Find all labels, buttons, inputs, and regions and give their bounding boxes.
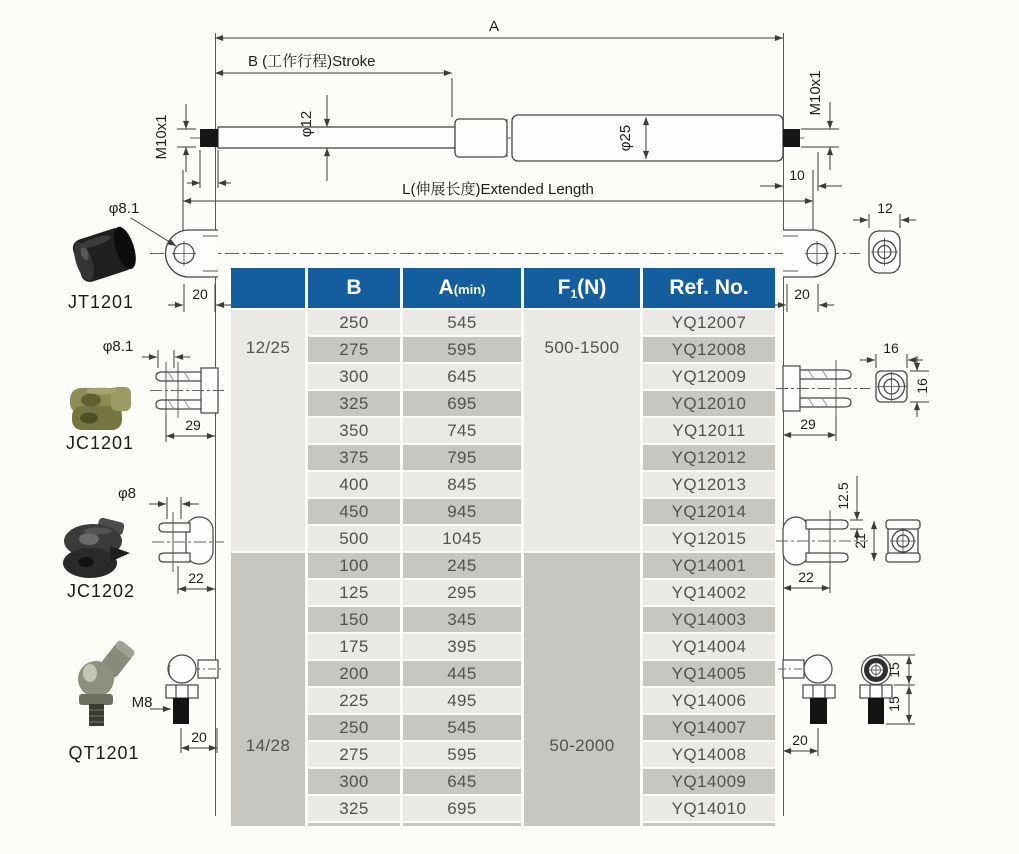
ref-cell [643,715,775,740]
cell-text: 300 [339,366,369,386]
jc1201-drawing-right [776,360,870,417]
qt1201-length-right-label: 20 [792,732,808,748]
jc1202-arm-thickness-label: 12.5 [835,482,851,510]
value-cell [308,607,400,632]
cell-text: 695 [447,798,477,818]
spec-row [231,715,775,740]
value-cell [308,391,400,416]
group-label-cell [231,310,305,551]
qt1201-thread-label: M8 [131,694,153,711]
value-cell [403,526,521,551]
cell-text: 150 [339,609,369,629]
value-cell [308,364,400,389]
value-cell [308,742,400,767]
eyelet-left-width-label: 20 [192,286,208,302]
qt1201-drawing-left [166,655,222,724]
cell-text: YQ14005 [671,663,747,683]
cell-text: 595 [447,744,477,764]
value-cell [403,580,521,605]
spec-row [231,418,775,443]
cell-text: 325 [339,393,369,413]
cell-text: YQ14004 [671,636,747,656]
spec-row [231,796,775,821]
header-cell-blank [231,268,305,308]
header-cell-f1n [524,268,640,308]
cell-text: YQ14003 [671,609,747,629]
qt1201-height-upper-label: 15 [886,662,902,678]
eyelet-right-width-label: 20 [794,286,810,302]
cell-text: 495 [447,690,477,710]
tube-dia-label: φ25 [617,124,634,152]
ref-cell [643,391,775,416]
spec-row [231,337,775,362]
cell-text: YQ12014 [671,501,747,521]
spec-table-body [231,310,775,826]
qt1201-height-lower-label: 15 [886,696,902,712]
cell-text: 595 [447,339,477,359]
force-range-cell [524,310,640,551]
ref-cell [643,580,775,605]
ref-cell [643,634,775,659]
header-cell-a-min [403,268,521,308]
value-cell [403,553,521,578]
spec-table [228,266,778,826]
cell-text: 500 [339,528,369,548]
dim-qt1201-length-left [181,728,217,753]
value-cell [403,634,521,659]
spec-row [231,499,775,524]
value-cell [308,823,400,826]
dim-qt1201-thread [132,694,171,711]
dim-jc1201-height [910,356,930,417]
value-cell [308,580,400,605]
value-cell [403,337,521,362]
dim-stroke [215,53,452,117]
cell-text: YQ14001 [671,555,747,575]
ref-cell [643,688,775,713]
jc1202-nut-front-view [886,520,920,562]
jc1201-length-right-label: 29 [800,416,816,432]
jt1201-hole-label: φ8.1 [108,200,140,217]
dim-overall-length [215,18,783,38]
gas-spring-drawing [190,115,808,161]
value-cell [308,445,400,470]
spec-row [231,310,775,335]
cell-text: 795 [447,447,477,467]
value-cell [308,688,400,713]
value-cell [403,742,521,767]
thread-end-left [200,129,218,147]
cell-text: 250 [339,717,369,737]
ref-cell [643,337,775,362]
cell-text: 745 [447,420,477,440]
cell-text: 14/28 [245,736,291,755]
jc1202-drawing-left [152,512,224,572]
value-cell [403,310,521,335]
jc1201-length-left-label: 29 [185,417,201,433]
value-cell [308,769,400,794]
cell-text: 395 [447,636,477,656]
value-cell [403,418,521,443]
cell-text: 645 [447,771,477,791]
qt1201-drawing-right-side [778,655,835,724]
cell-text: 200 [339,663,369,683]
force-range-cell [524,553,640,826]
cell-text: 245 [447,555,477,575]
value-cell [308,553,400,578]
qt1201-length-left-label: 20 [191,729,207,745]
partial-row [231,823,775,826]
cell-text: 325 [339,798,369,818]
cell-text: YQ12013 [671,474,747,494]
cell-text: 175 [339,636,369,656]
header-b-text: B [346,276,362,299]
value-cell [308,796,400,821]
cell-text: YQ12012 [671,447,747,467]
value-cell [308,499,400,524]
value-cell [403,364,521,389]
cell-text: 295 [447,582,477,602]
cell-text: YQ14002 [671,582,747,602]
dim-eyelet-right-width [771,284,834,312]
dim-b-label: B (工作行程)Stroke [248,53,376,70]
ref-cell [643,607,775,632]
ref-cell [643,364,775,389]
extended-length-label: L(伸展长度)Extended Length [402,181,594,198]
value-cell [308,472,400,497]
spec-row [231,391,775,416]
dim-jc1201-width [860,340,923,368]
jc1202-photo [63,517,130,578]
spec-row [231,607,775,632]
ref-cell [643,472,775,497]
cell-text: YQ14008 [671,744,747,764]
dim-jc1202-hole [118,485,199,519]
value-cell [403,445,521,470]
dim-extended-length [183,170,813,231]
ref-cell [643,796,775,821]
cell-text: 645 [447,366,477,386]
value-cell [403,661,521,686]
value-cell [308,526,400,551]
eyelet-front-view [869,231,900,273]
jc1202-inner-span-label: 21 [852,533,868,549]
thread-right-label: M10x1 [807,70,824,116]
ref-cell [643,499,775,524]
header-f-text: F [557,275,571,299]
jc1201-nut-front-view [876,371,907,402]
cell-text: 100 [339,555,369,575]
spec-row [231,553,775,578]
thread-length-label: 10 [789,167,805,183]
ref-cell [643,418,775,443]
spec-row [231,634,775,659]
header-a-text: A [438,276,454,299]
cell-text: 400 [339,474,369,494]
value-cell [308,310,400,335]
value-cell [403,499,521,524]
ref-cell [643,661,775,686]
ref-cell [643,445,775,470]
dim-jc1202-length-right [783,566,830,593]
cell-text: YQ12007 [671,312,747,332]
value-cell [403,688,521,713]
cell-text: 125 [339,582,369,602]
value-cell [403,715,521,740]
cell-text: YQ12009 [671,366,747,386]
cell-text: 225 [339,690,369,710]
ref-cell [643,526,775,551]
dim-jc1202-length-left [178,566,215,594]
spec-row [231,526,775,551]
cell-text: 545 [447,717,477,737]
spec-row [231,472,775,497]
cell-text: YQ12008 [671,339,747,359]
cell-text: 350 [339,420,369,440]
spec-row [231,661,775,686]
jt1201-photo [70,224,141,284]
eyelet-left-drawing [166,230,219,277]
cell-text: 300 [339,771,369,791]
eyelet-front-width-label: 12 [877,200,893,216]
value-cell [308,337,400,362]
spec-row [231,688,775,713]
cell-text: 545 [447,312,477,332]
cell-text: 695 [447,393,477,413]
value-cell [643,823,775,826]
dim-eyelet-front-width [853,200,916,228]
cell-text: 845 [447,474,477,494]
ref-cell [643,769,775,794]
cell-text: 375 [339,447,369,467]
dim-jc1201-length-right [783,416,836,441]
cell-text: 945 [447,501,477,521]
value-cell [403,769,521,794]
cell-text: 50-2000 [549,736,615,755]
cell-text: YQ12011 [672,420,746,440]
cell-text: 445 [447,663,477,683]
qt1201-label: QT1201 [68,743,140,763]
jc1201-label: JC1201 [65,433,135,453]
cell-text: YQ14009 [671,771,747,791]
cell-text: 275 [339,339,369,359]
value-cell [308,715,400,740]
dim-a-label: A [488,18,500,35]
dim-jc1202-arm-thickness [835,476,863,542]
jc1202-length-right-label: 22 [798,569,814,585]
value-cell [308,634,400,659]
cell-text: 345 [447,609,477,629]
cell-text: YQ14007 [671,717,747,737]
header-f-sub-text: 1 [570,286,578,301]
value-cell [403,472,521,497]
spec-row [231,580,775,605]
dim-jc1202-inner-span [852,521,874,561]
ref-cell [643,310,775,335]
jc1202-hole-label: φ8 [117,485,137,502]
spec-table-grid [228,266,778,826]
value-cell [403,823,521,826]
value-cell [403,391,521,416]
group-label-cell [231,553,305,826]
jc1201-width-label: 16 [883,340,899,356]
header-f-tail-text: (N) [577,275,607,299]
dim-eyelet-left-width [168,284,231,312]
thread-end-right [783,129,800,147]
eyelet-right-drawing [783,230,836,277]
spec-row [231,742,775,767]
spec-row [231,364,775,389]
cell-text: 1045 [442,528,482,548]
header-cell-b [308,268,400,308]
jc1201-height-label: 16 [914,378,930,394]
cell-text: YQ12015 [671,528,747,548]
jt1201-label: JT1201 [67,292,135,312]
value-cell [308,661,400,686]
dim-jc1201-hole [103,338,190,368]
cell-text: 500-1500 [544,338,620,357]
qt1201-photo [78,639,136,726]
cell-text: 250 [339,312,369,332]
dim-qt1201-length-right [783,728,818,756]
header-cell-ref-no [643,268,775,308]
value-cell [403,607,521,632]
cell-text: 275 [339,744,369,764]
jc1202-length-left-label: 22 [188,570,204,586]
value-cell [403,796,521,821]
spec-table-header-row [231,268,775,308]
cell-text: 450 [339,501,369,521]
jc1201-photo [70,387,131,430]
cell-text: YQ14006 [671,690,747,710]
jc1202-label: JC1202 [66,581,136,601]
jc1201-hole-label: φ8.1 [102,338,134,355]
ref-cell [643,742,775,767]
spec-row [231,445,775,470]
header-ref-text: Ref. No. [669,276,749,299]
ref-cell [643,553,775,578]
rod-dia-label: φ12 [298,110,315,138]
cell-text: 12/25 [245,338,291,357]
value-cell [308,418,400,443]
cell-text: YQ14010 [671,798,747,818]
header-a-sub-text: (min) [453,282,486,297]
cell-text: YQ12010 [671,393,747,413]
spec-row [231,769,775,794]
jc1201-drawing-left [150,362,224,418]
thread-left-label: M10x1 [153,114,170,160]
dim-jc1201-length-left [166,414,215,442]
